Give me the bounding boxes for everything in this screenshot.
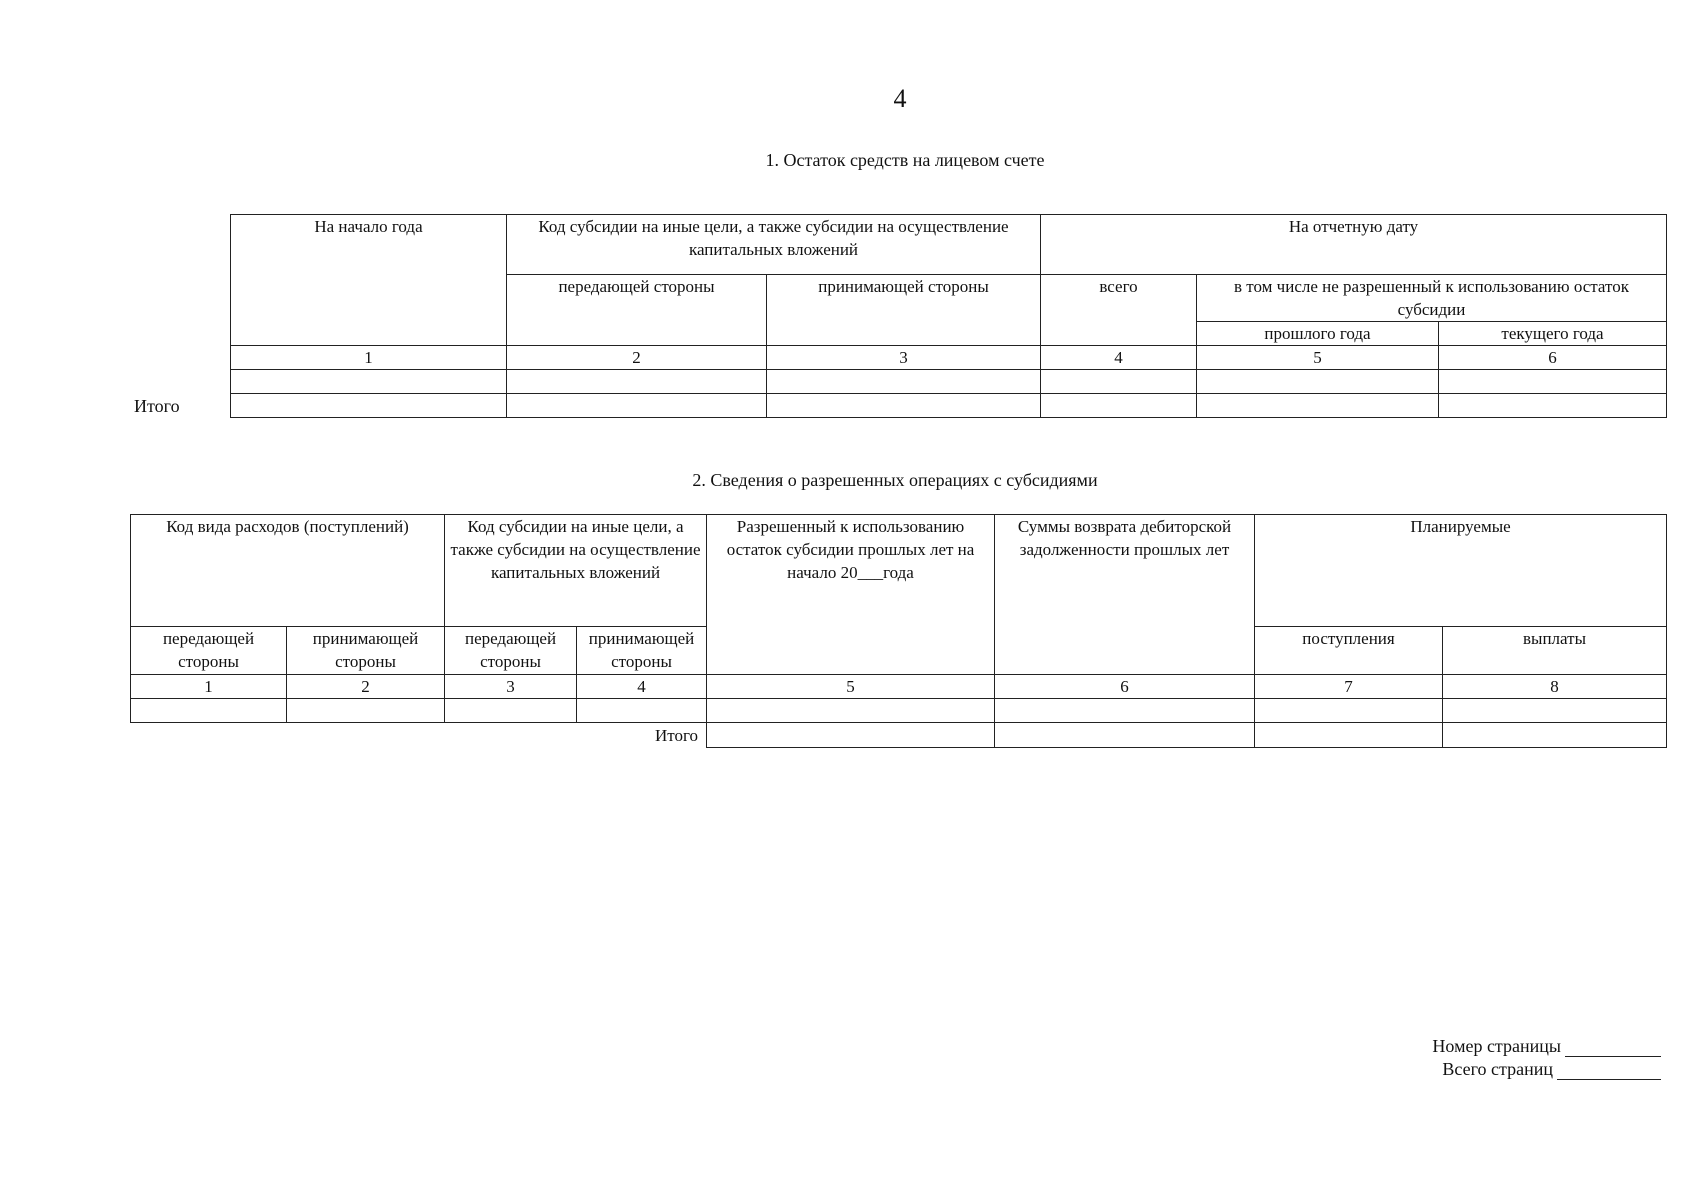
page-number-blank-line: [1565, 1038, 1661, 1057]
empty-cell: [1439, 370, 1667, 394]
empty-cell: [1439, 394, 1667, 418]
total-row: [131, 723, 1667, 748]
empty-cell: [507, 394, 767, 418]
section2-total-label: Итого: [131, 723, 707, 748]
empty-cell: [1255, 723, 1443, 748]
header-receiving-side: принимающей стороны: [287, 627, 445, 675]
empty-cell: [995, 699, 1255, 723]
header-planned: Планируемые: [1255, 515, 1667, 627]
empty-cell: [131, 699, 287, 723]
column-number: 2: [287, 675, 445, 699]
header-subsidy-code: Код субсидии на иные цели, а также субсидии на осуществление капитальных вложений: [507, 215, 1041, 275]
empty-cell: [1443, 699, 1667, 723]
empty-cell: [1197, 394, 1439, 418]
empty-cell: [995, 723, 1255, 748]
empty-cell: [445, 699, 577, 723]
empty-cell: [707, 699, 995, 723]
empty-cell: [231, 370, 507, 394]
header-expense-code: Код вида расходов (поступлений): [131, 515, 445, 627]
total-row: [231, 394, 1667, 418]
header-transferring-side: передающей стороны: [507, 275, 767, 346]
total-pages-blank-line: [1557, 1061, 1661, 1080]
page-number-label: Номер страницы: [1432, 1036, 1561, 1056]
page-number-field: [1432, 1036, 1661, 1057]
empty-cell: [1041, 370, 1197, 394]
column-number: 3: [767, 346, 1041, 370]
header-transferring-side: передающей стороны: [445, 627, 577, 675]
column-number: 5: [707, 675, 995, 699]
header-total: всего: [1041, 275, 1197, 346]
header-receiving-side: принимающей стороны: [577, 627, 707, 675]
header-current-year: текущего года: [1439, 322, 1667, 346]
empty-cell: [287, 699, 445, 723]
column-number: 7: [1255, 675, 1443, 699]
section2-title: 2. Сведения о разрешенных операциях с субсидиями: [692, 470, 1098, 490]
empty-cell: [707, 723, 995, 748]
section1-title: 1. Остаток средств на лицевом счете: [765, 150, 1045, 170]
column-number: 5: [1197, 346, 1439, 370]
header-receiving-side: принимающей стороны: [767, 275, 1041, 346]
column-number: 3: [445, 675, 577, 699]
header-previous-year: прошлого года: [1197, 322, 1439, 346]
header-transferring-side: передающей стороны: [131, 627, 287, 675]
empty-cell: [1443, 723, 1667, 748]
column-number: 1: [131, 675, 287, 699]
empty-cell: [507, 370, 767, 394]
empty-cell: [231, 394, 507, 418]
header-debt-return: Суммы возврата дебиторской задолженности прошлых лет: [995, 515, 1255, 675]
header-not-permitted-balance: в том числе не разрешенный к использованию остаток субсидии: [1197, 275, 1667, 322]
column-number: 6: [995, 675, 1255, 699]
header-payments: выплаты: [1443, 627, 1667, 675]
empty-cell: [577, 699, 707, 723]
column-number: 2: [507, 346, 767, 370]
table-row: [231, 370, 1667, 394]
header-start-of-year: На начало года: [231, 215, 507, 346]
empty-cell: [1041, 394, 1197, 418]
total-pages-field: [1442, 1059, 1661, 1080]
operations-table: [130, 514, 1667, 748]
column-number: 6: [1439, 346, 1667, 370]
total-pages-label: Всего страниц: [1442, 1059, 1553, 1079]
empty-cell: [1197, 370, 1439, 394]
header-subsidy-code: Код субсидии на иные цели, а также субсидии на осуществление капитальных вложений: [445, 515, 707, 627]
header-reporting-date: На отчетную дату: [1041, 215, 1667, 275]
header-receipts: поступления: [1255, 627, 1443, 675]
section1-total-label: Итого: [134, 396, 180, 416]
column-number: 8: [1443, 675, 1667, 699]
empty-cell: [767, 370, 1041, 394]
empty-cell: [1255, 699, 1443, 723]
header-permitted-balance: Разрешенный к использованию остаток субсидии прошлых лет на начало 20___года: [707, 515, 995, 675]
empty-cell: [767, 394, 1041, 418]
balance-table: [230, 214, 1667, 418]
column-number: 4: [577, 675, 707, 699]
page-number: 4: [893, 84, 907, 113]
table-row: [131, 699, 1667, 723]
column-number: 1: [231, 346, 507, 370]
column-number: 4: [1041, 346, 1197, 370]
